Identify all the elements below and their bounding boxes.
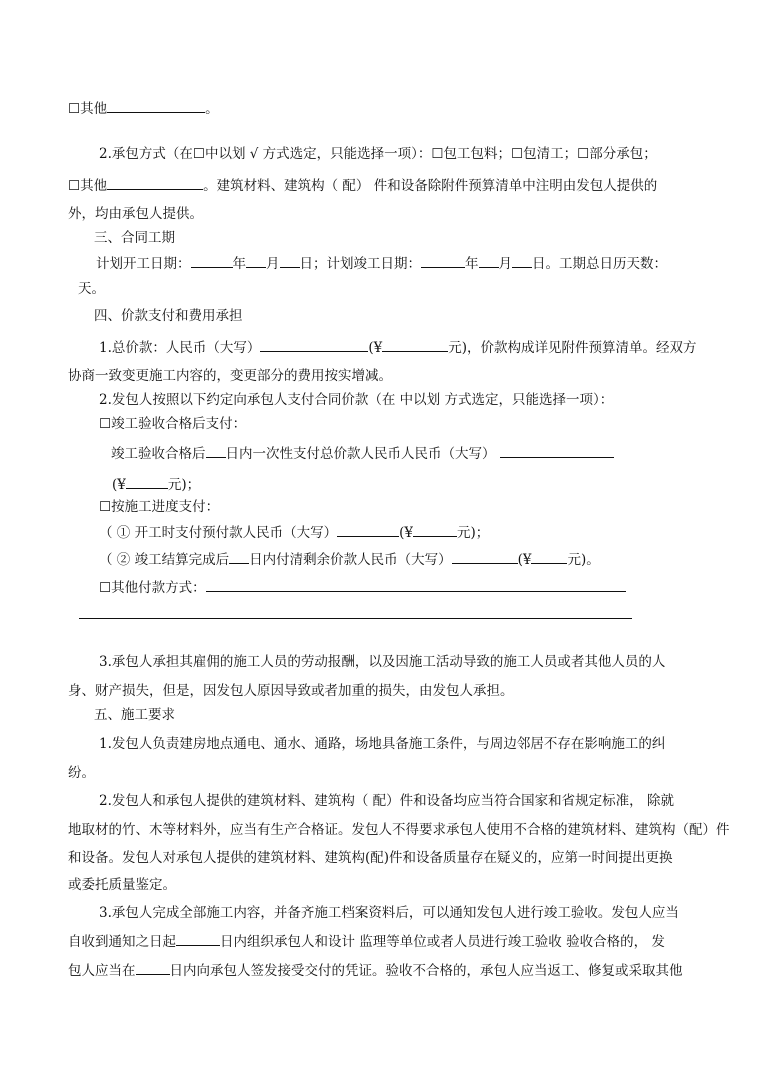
text: 月: [266, 256, 280, 272]
paragraph-line: 协商一致变更施工内容的，变更部分的费用按实增减。: [68, 368, 392, 384]
blank-acceptance-days[interactable]: [176, 932, 220, 946]
blank-method-other[interactable]: [107, 176, 203, 190]
blank-end-year[interactable]: [421, 254, 465, 268]
text: 元)。: [567, 552, 600, 568]
acceptance-line: [68, 932, 665, 951]
blank-advance-amount[interactable]: [413, 523, 457, 537]
paragraph-line: 或委托质量鉴定。: [68, 877, 176, 893]
blank-line[interactable]: [79, 618, 632, 619]
blank-total-capital[interactable]: [260, 338, 368, 352]
text: 元)；: [167, 477, 201, 493]
blank-other-payment[interactable]: [206, 578, 626, 592]
total-price-line: [99, 338, 697, 357]
section-heading-5: 五、施工要求: [94, 707, 175, 723]
paragraph-line: 1.发包人负责建房地点通电、通水、通路，场地具备施工条件，与周边邻居不存在影响施工的纠: [99, 736, 666, 752]
text: 日内付清剩余价款人民币（大写）: [249, 552, 452, 568]
paragraph-line: 3.承包人承担其雇佣的施工人员的劳动报酬，以及因施工活动导致的施工人员或者其他人员的人: [99, 654, 666, 670]
text: 日内组织承包人和设计 监理等单位或者人员进行竣工验收 验收合格的， 发: [220, 934, 665, 950]
other-option-line: [68, 99, 219, 118]
progress-payment-1: [99, 523, 489, 542]
text: (¥: [517, 552, 532, 568]
blank-start-month[interactable]: [246, 254, 266, 268]
paragraph-line: 2.发包人和承包人提供的建筑材料、建筑构（ 配）件和设备均应当符合国家和省规定标准， 除就: [99, 793, 674, 809]
text: (¥: [112, 477, 126, 493]
payment-option-completion[interactable]: ☐竣工验收合格后支付：: [99, 416, 247, 432]
text: ☐其他: [68, 178, 108, 194]
text: 月: [498, 256, 512, 272]
text: 元)；: [456, 525, 490, 541]
text: 日内一次性支付总价款人民币人民币（大写）: [225, 446, 496, 462]
text: 。: [205, 101, 219, 117]
blank-days[interactable]: [206, 444, 226, 458]
text: ☐其他付款方式：: [99, 580, 206, 596]
text: （ ① 开工时支付预付款人民币（大写）: [99, 525, 338, 541]
blank-total-amount[interactable]: [382, 338, 448, 352]
payment-method-line: 2.发包人按照以下约定向承包人支付合同价款（在 中以划 方式选定，只能选择一项）：: [99, 392, 614, 408]
schedule-line: [96, 254, 667, 273]
text: ☐其他: [68, 101, 108, 117]
text: 计划开工日期：: [96, 256, 191, 272]
text: 元)，价款构成详见附件预算清单。经双方: [448, 340, 697, 356]
text: 年: [465, 256, 479, 272]
text: 日；计划竣工日期：: [299, 256, 421, 272]
blank-start-day[interactable]: [280, 254, 300, 268]
blank-amount[interactable]: [126, 475, 168, 489]
blank-settle-amount[interactable]: [531, 550, 567, 564]
text: 。建筑材料、建筑构（ 配） 件和设备除附件预算清单中注明由发包人提供的: [203, 178, 658, 194]
blank-settle-capital[interactable]: [452, 550, 518, 564]
text: 自收到通知之日起: [68, 934, 176, 950]
text: 日内向承包人签发接受交付的凭证。验收不合格的，承包人应当返工、修复或采取其他: [169, 963, 683, 979]
blank-end-month[interactable]: [479, 254, 499, 268]
delivery-line: [68, 961, 683, 980]
text: (¥: [368, 340, 383, 356]
section-heading-3: 三、合同工期: [94, 230, 175, 246]
blank-end-day[interactable]: [512, 254, 532, 268]
paragraph-line: 地取材的竹、木等材料外，应当有生产合格证。发包人不得要求承包人使用不合格的建筑材料、建筑构（配）件: [68, 822, 730, 838]
paragraph-line: 天。: [78, 281, 105, 297]
paragraph-line: 外，均由承包人提供。: [68, 206, 203, 222]
blank-settle-days[interactable]: [229, 550, 249, 564]
paragraph-line: 纷。: [68, 765, 95, 781]
progress-payment-2: [99, 550, 600, 569]
payment-option-other: [99, 578, 626, 597]
payment-option-progress[interactable]: ☐按施工进度支付：: [99, 499, 220, 515]
text: (¥: [399, 525, 413, 541]
text: 日。工期总日历天数：: [532, 256, 667, 272]
text: 包人应当在: [68, 963, 136, 979]
text: 竣工验收合格后: [111, 446, 206, 462]
section-heading-4: 四、价款支付和费用承担: [94, 308, 243, 324]
text: 年: [232, 256, 246, 272]
blank-advance-capital[interactable]: [337, 523, 399, 537]
text: 1.总价款：人民币（大写）: [99, 340, 261, 356]
completion-payment-line: [111, 444, 614, 463]
blank-capital[interactable]: [500, 444, 614, 458]
blank-start-year[interactable]: [191, 254, 233, 268]
paragraph-line: 身、财产损失，但是，因发包人原因导致或者加重的损失，由发包人承担。: [68, 683, 514, 699]
text: （ ② 竣工结算完成后: [99, 552, 230, 568]
blank-delivery-days[interactable]: [136, 961, 170, 975]
completion-amount-line: [112, 475, 200, 494]
contract-method-other-line: [68, 176, 657, 195]
contract-method-line: 2.承包方式（在☐中以划 √ 方式选定，只能选择一项）：☐包工包料；☐包清工；☐部分承包；: [99, 146, 657, 162]
blank-other[interactable]: [107, 99, 205, 113]
paragraph-line: 3.承包人完成全部施工内容，并备齐施工档案资料后，可以通知发包人进行竣工验收。发包人应当: [99, 905, 679, 921]
paragraph-line: 和设备。发包人对承包人提供的建筑材料、建筑构(配)件和设备质量存在疑义的，应第一时间提出更换: [68, 850, 673, 866]
